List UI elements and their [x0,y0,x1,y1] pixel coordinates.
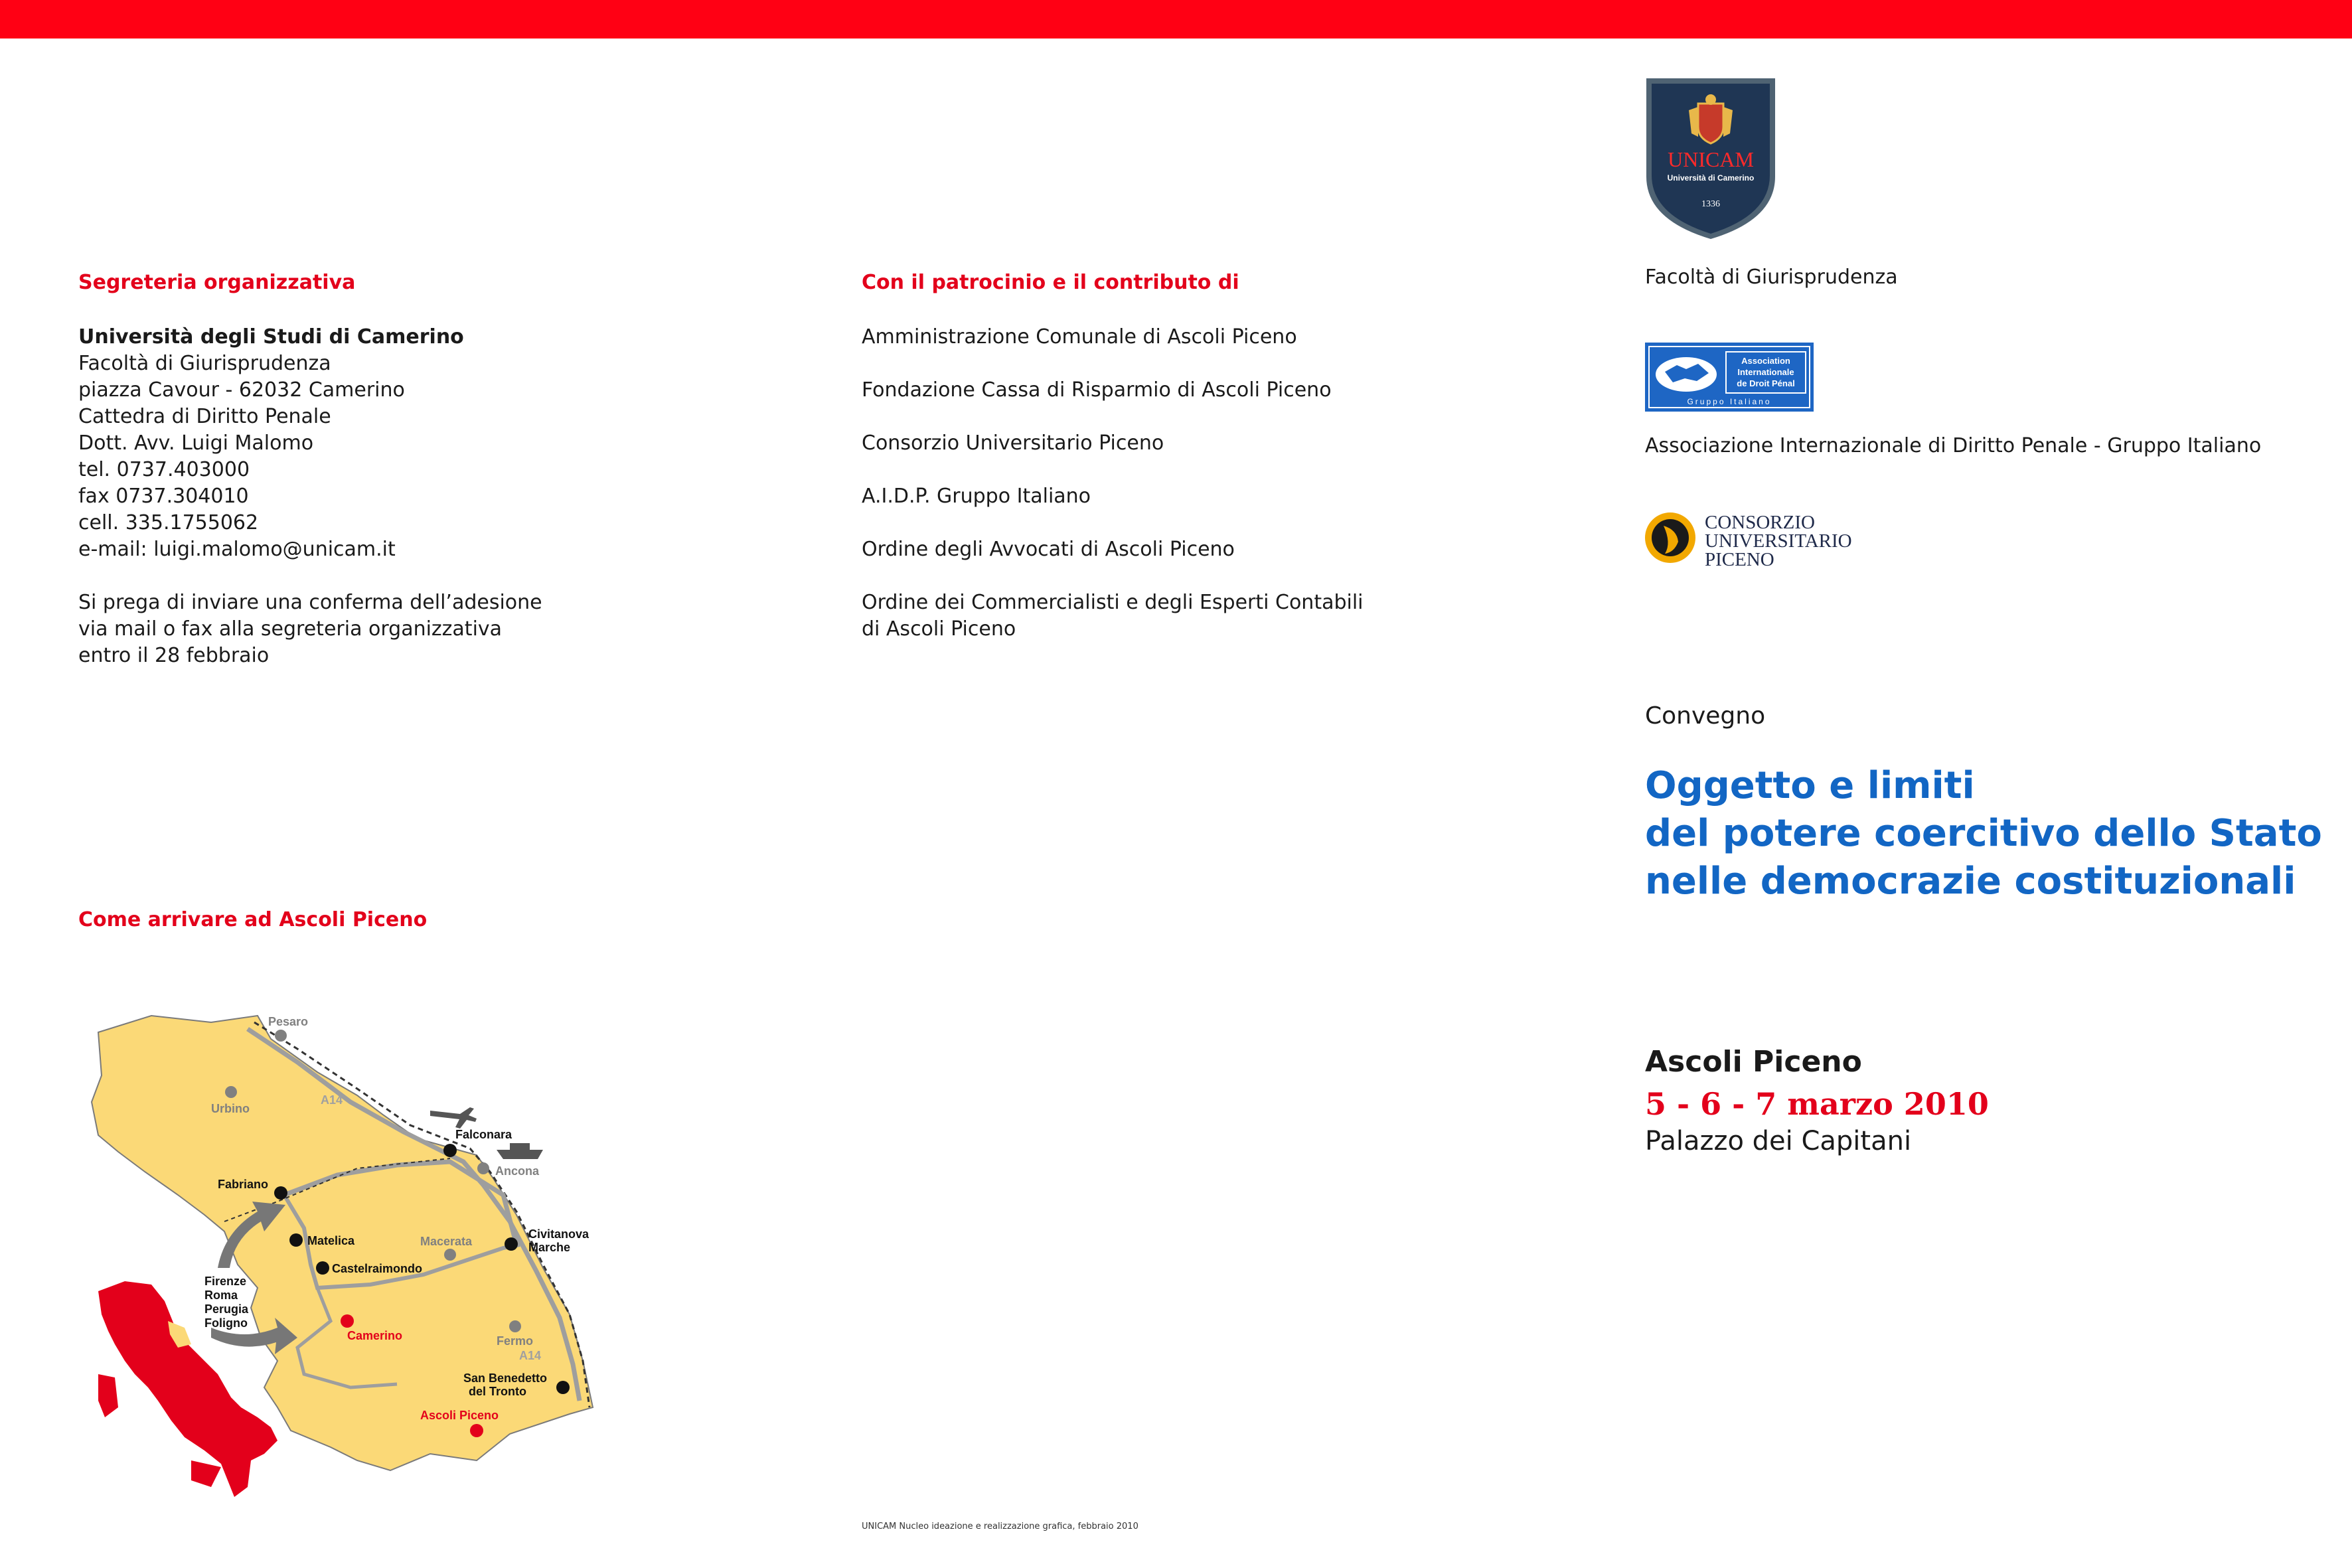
arrow-text-4: Foligno [204,1316,248,1330]
sponsor-line: Consorzio Universitario Piceno [862,431,1164,455]
label-civitanova-1: Civitanova [528,1227,589,1241]
label-pesaro: Pesaro [268,1015,309,1028]
label-sanbenedetto-1: San Benedetto [463,1372,548,1385]
sponsor-line: A.I.D.P. Gruppo Italiano [862,485,1091,508]
sponsor-item [862,430,1364,457]
note-line: Si prega di inviare una conferma dell’adesione [78,591,542,614]
unicam-logo-name: UNICAM [1668,147,1754,171]
dot-matelica [289,1233,303,1247]
event-venue: Palazzo dei Capitani [1645,1126,1912,1156]
label-falconara: Falconara [455,1128,512,1141]
sponsor-item [862,324,1364,351]
event-city: Ascoli Piceno [1645,1045,1862,1079]
sponsor-item [862,377,1364,404]
dot-fabriano [274,1186,287,1200]
faculty-label: Facoltà di Giurisprudenza [1645,266,1898,289]
address-line: piazza Cavour - 62032 Camerino [78,378,405,402]
note-line: entro il 28 febbraio [78,644,270,667]
sponsor-item [862,536,1364,563]
airport-icon [430,1107,477,1129]
dot-sanbenedetto [556,1381,570,1394]
sponsor-line: Fondazione Cassa di Risparmio di Ascoli Piceno [862,378,1332,402]
arrow-text-1: Firenze [204,1275,247,1288]
dot-urbino [225,1086,237,1098]
phone-line: tel. 0737.403000 [78,458,250,481]
secretariat-heading: Segreteria organizzativa [78,271,356,294]
event-type: Convegno [1645,702,1766,730]
contact-person: Dott. Avv. Luigi Malomo [78,431,314,455]
dot-fermo [509,1320,521,1332]
label-matelica: Matelica [307,1234,355,1247]
italy-map-shape [98,1281,277,1497]
consorzio-logo [1645,510,1877,568]
label-ancona: Ancona [495,1164,540,1178]
sponsor-item [862,483,1364,510]
port-icon [497,1143,543,1159]
sponsor-line: Ordine dei Commercialisti e degli Esperti Contabili [862,591,1364,614]
aidp-logo-line: de Droit Pénal [1737,378,1795,388]
coat-of-arms-icon [1698,104,1723,143]
label-a14-south: A14 [519,1349,542,1362]
conference-title [1645,762,2322,905]
sponsor-line: di Ascoli Piceno [862,617,1016,641]
dot-pesaro [275,1030,287,1042]
label-castelraimondo: Castelraimondo [332,1262,423,1275]
aidp-logo-band: Gruppo Italiano [1687,397,1772,406]
label-camerino: Camerino [347,1329,403,1342]
unicam-logo [1645,77,1776,240]
dot-falconara [443,1144,457,1157]
event-dates: 5 - 6 - 7 marzo 2010 [1645,1086,1989,1122]
aidp-logo-line: Association [1741,356,1790,366]
email-line[interactable]: e-mail: luigi.malomo@unicam.it [78,538,396,561]
confirmation-note [78,589,542,669]
sponsor-line: Ordine degli Avvocati di Ascoli Piceno [862,538,1235,561]
secretariat-contact [78,324,464,563]
arrow-text-2: Roma [204,1289,238,1302]
label-civitanova-2: Marche [528,1241,571,1254]
note-line: via mail o fax alla segreteria organizzativa [78,617,503,641]
dot-civitanova [505,1237,518,1251]
dot-castelraimondo [316,1261,329,1275]
dot-ancona [477,1162,489,1174]
label-ascoli: Ascoli Piceno [420,1409,499,1422]
consorzio-logo-line: PICENO [1705,549,1774,568]
label-fermo: Fermo [497,1334,534,1348]
title-line: nelle democrazie costituzionali [1645,860,2296,903]
label-macerata: Macerata [420,1235,473,1248]
label-sanbenedetto-2: del Tronto [469,1385,526,1398]
title-line: del potere coercitivo dello Stato [1645,812,2322,855]
consorzio-logo-line: CONSORZIO [1705,512,1815,533]
dot-ascoli [470,1424,483,1437]
label-urbino: Urbino [211,1102,250,1115]
aidp-label: Associazione Internazionale di Diritto Penale - Gruppo Italiano [1645,434,2262,457]
sponsors-list [862,324,1364,669]
label-a14-north: A14 [321,1093,343,1107]
sponsors-heading: Con il patrocinio e il contributo di [862,271,1239,294]
title-line: Oggetto e limiti [1645,764,1975,807]
unicam-logo-sub: Università di Camerino [1667,173,1755,183]
aidp-logo [1645,343,1814,412]
fax-line: fax 0737.304010 [78,485,249,508]
university-name: Università degli Studi di Camerino [78,325,464,349]
consorzio-logo-line: UNIVERSITARIO [1705,530,1852,552]
sponsor-item [862,589,1364,643]
sponsor-line: Amministrazione Comunale di Ascoli Piceno [862,325,1297,349]
region-map [78,1002,609,1507]
dot-macerata [444,1249,456,1261]
faculty-line: Facoltà di Giurisprudenza [78,352,331,375]
chair-line: Cattedra di Diritto Penale [78,405,331,428]
aidp-logo-line: Internationale [1737,367,1794,377]
cell-line: cell. 335.1755062 [78,511,259,534]
directions-heading: Come arrivare ad Ascoli Piceno [78,908,428,931]
top-red-bar [0,0,2352,39]
dot-camerino [341,1314,354,1328]
label-fabriano: Fabriano [218,1178,269,1191]
unicam-logo-year: 1336 [1701,199,1720,209]
credits: UNICAM Nucleo ideazione e realizzazione grafica, febbraio 2010 [862,1522,1138,1531]
arrow-text-3: Perugia [204,1302,249,1316]
